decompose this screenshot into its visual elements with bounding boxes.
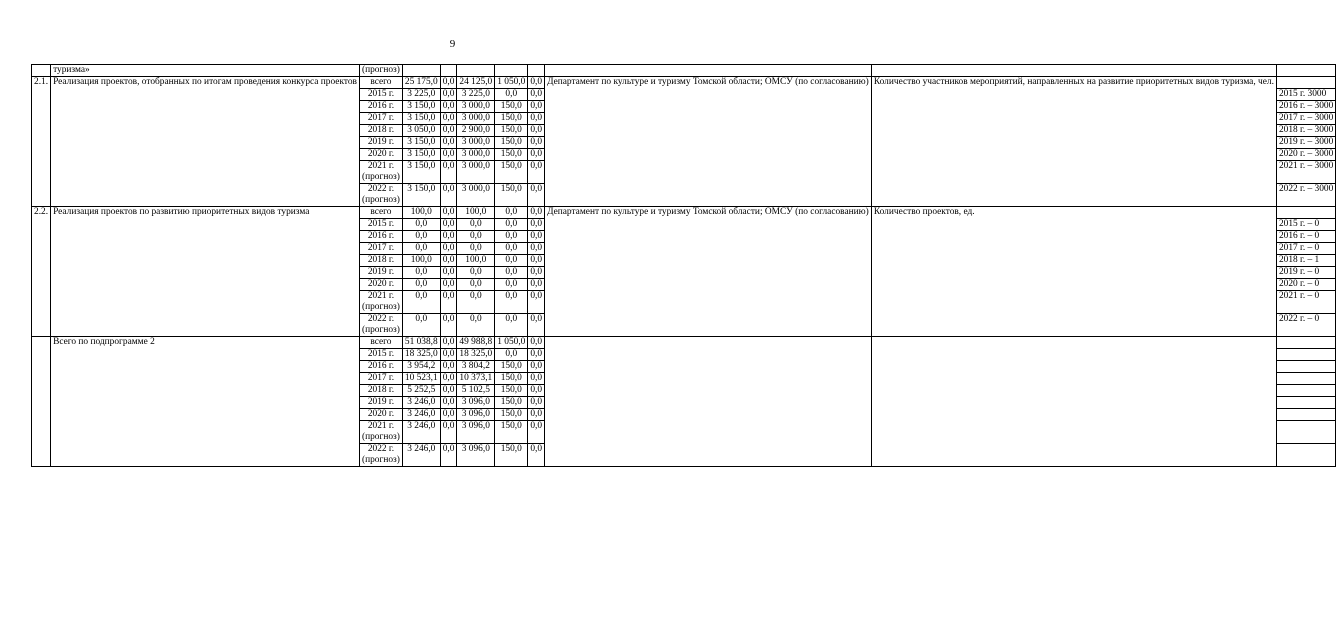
other-amount: 0,0 — [528, 184, 545, 207]
federal-amount: 0,0 — [440, 421, 457, 444]
other-amount: 0,0 — [528, 337, 545, 349]
total-amount: 3 150,0 — [402, 161, 440, 184]
department-cell: Департамент по культуре и туризму Томской области; ОМСУ (по согласованию) — [545, 207, 872, 337]
total-amount: 0,0 — [402, 219, 440, 231]
federal-amount: 0,0 — [440, 89, 457, 101]
other-amount: 0,0 — [528, 243, 545, 255]
year-cell — [359, 137, 402, 149]
federal-amount: 0,0 — [440, 161, 457, 184]
regional-amount: 3 804,2 — [457, 361, 495, 373]
indicator-value: 2015 г. – 0 — [1276, 219, 1335, 231]
year-label: 2015 г. — [367, 219, 395, 229]
other-amount: 0,0 — [528, 231, 545, 243]
regional-amount: 3 000,0 — [457, 113, 495, 125]
regional-amount: 0,0 — [457, 231, 495, 243]
regional-amount: 3 000,0 — [457, 161, 495, 184]
total-amount: 3 246,0 — [402, 444, 440, 467]
year-forecast-label: (прогноз) — [361, 172, 400, 182]
indicator-value — [1276, 385, 1335, 397]
federal-amount: 0,0 — [440, 231, 457, 243]
year-label: 2021 г. — [367, 421, 395, 431]
year-cell — [359, 89, 402, 101]
year-cell — [359, 337, 402, 349]
indicator-cell: Количество проектов, ед. — [871, 207, 1276, 337]
federal-amount: 0,0 — [440, 444, 457, 467]
year-cell — [359, 125, 402, 137]
regional-amount: 3 096,0 — [457, 444, 495, 467]
local-amount: 150,0 — [495, 385, 528, 397]
indicator-value — [1276, 361, 1335, 373]
local-amount: 0,0 — [495, 207, 528, 219]
section-number: 2.1. — [32, 77, 51, 207]
total-amount: 3 246,0 — [402, 409, 440, 421]
indicator-value — [1276, 349, 1335, 361]
total-amount: 3 225,0 — [402, 89, 440, 101]
local-amount: 1 050,0 — [495, 77, 528, 89]
total-amount: 18 325,0 — [402, 349, 440, 361]
other-amount: 0,0 — [528, 279, 545, 291]
total-amount: 3 150,0 — [402, 101, 440, 113]
indicator-value: 2022 г. – 3000 — [1276, 184, 1335, 207]
other-amount: 0,0 — [528, 267, 545, 279]
indicator-value: 2017 г. – 3000 — [1276, 113, 1335, 125]
other-amount: 0,0 — [528, 349, 545, 361]
year-forecast-label: (прогноз) — [361, 432, 400, 442]
federal-amount: 0,0 — [440, 361, 457, 373]
indicator-value: 2020 г. – 3000 — [1276, 149, 1335, 161]
year-forecast-label: (прогноз) — [361, 455, 400, 465]
local-amount: 150,0 — [495, 397, 528, 409]
indicator-value — [1276, 207, 1335, 219]
regional-amount: 2 900,0 — [457, 125, 495, 137]
year-label: 2016 г. — [367, 361, 395, 371]
year-label: 2017 г. — [367, 113, 395, 123]
indicator-value: 2019 г. – 3000 — [1276, 137, 1335, 149]
year-cell — [359, 255, 402, 267]
regional-amount: 24 125,0 — [457, 77, 495, 89]
federal-amount: 0,0 — [440, 113, 457, 125]
total-amount: 10 523,1 — [402, 373, 440, 385]
federal-amount: 0,0 — [440, 184, 457, 207]
other-amount: 0,0 — [528, 207, 545, 219]
indicator-value: 2021 г. – 0 — [1276, 291, 1335, 314]
regional-amount: 18 325,0 — [457, 349, 495, 361]
indicator-value: 2015 г. 3000 — [1276, 89, 1335, 101]
year-cell — [359, 397, 402, 409]
other-amount: 0,0 — [528, 291, 545, 314]
year-cell — [359, 113, 402, 125]
total-amount: 3 050,0 — [402, 125, 440, 137]
year-cell — [359, 184, 402, 207]
year-label: 2020 г. — [367, 279, 395, 289]
indicator-value: 2022 г. – 0 — [1276, 314, 1335, 337]
total-amount: 5 252,5 — [402, 385, 440, 397]
other-amount: 0,0 — [528, 385, 545, 397]
year-label: 2017 г. — [367, 243, 395, 253]
year-cell — [359, 267, 402, 279]
other-amount: 0,0 — [528, 219, 545, 231]
indicator-value — [1276, 373, 1335, 385]
total-amount: 3 150,0 — [402, 137, 440, 149]
indicator-value — [1276, 337, 1335, 349]
total-amount: 3 246,0 — [402, 421, 440, 444]
regional-amount: 49 988,8 — [457, 337, 495, 349]
federal-amount: 0,0 — [440, 101, 457, 113]
regional-amount: 0,0 — [457, 267, 495, 279]
federal-amount: 0,0 — [440, 255, 457, 267]
regional-amount: 10 373,1 — [457, 373, 495, 385]
local-amount: 0,0 — [495, 349, 528, 361]
year-label: 2019 г. — [367, 397, 395, 407]
regional-amount: 0,0 — [457, 219, 495, 231]
year-forecast-label: (прогноз) — [361, 325, 400, 335]
local-amount: 150,0 — [495, 101, 528, 113]
year-label: 2021 г. — [367, 161, 395, 171]
year-cell — [359, 207, 402, 219]
year-cell — [359, 243, 402, 255]
table-row — [32, 337, 1336, 349]
year-label: 2020 г. — [367, 149, 395, 159]
local-amount: 150,0 — [495, 149, 528, 161]
regional-amount: 0,0 — [457, 291, 495, 314]
federal-amount: 0,0 — [440, 279, 457, 291]
federal-amount: 0,0 — [440, 397, 457, 409]
regional-amount: 3 000,0 — [457, 149, 495, 161]
year-cell — [359, 373, 402, 385]
year-label: 2018 г. — [367, 385, 395, 395]
year-label: 2022 г. — [367, 444, 395, 454]
other-amount: 0,0 — [528, 397, 545, 409]
regional-amount: 0,0 — [457, 243, 495, 255]
total-amount: 0,0 — [402, 243, 440, 255]
regional-amount: 0,0 — [457, 279, 495, 291]
regional-amount: 3 096,0 — [457, 421, 495, 444]
regional-amount: 100,0 — [457, 255, 495, 267]
year-label: 2019 г. — [367, 267, 395, 277]
year-label: 2016 г. — [367, 101, 395, 111]
local-amount: 0,0 — [495, 267, 528, 279]
header-continuation-row — [32, 65, 1336, 77]
other-amount: 0,0 — [528, 161, 545, 184]
other-amount: 0,0 — [528, 113, 545, 125]
page-number: 9 — [449, 38, 456, 50]
local-amount: 150,0 — [495, 113, 528, 125]
indicator-value: 2018 г. – 3000 — [1276, 125, 1335, 137]
year-label: 2018 г. — [367, 255, 395, 265]
total-amount: 3 150,0 — [402, 184, 440, 207]
year-cell — [359, 149, 402, 161]
local-amount: 0,0 — [495, 279, 528, 291]
federal-amount: 0,0 — [440, 314, 457, 337]
year-cell — [359, 231, 402, 243]
header-year: (прогноз) — [359, 65, 402, 77]
indicator-value: 2020 г. – 0 — [1276, 279, 1335, 291]
year-cell — [359, 291, 402, 314]
regional-amount: 100,0 — [457, 207, 495, 219]
local-amount: 150,0 — [495, 361, 528, 373]
other-amount: 0,0 — [528, 125, 545, 137]
local-amount: 150,0 — [495, 161, 528, 184]
local-amount: 0,0 — [495, 314, 528, 337]
regional-amount: 3 096,0 — [457, 397, 495, 409]
other-amount: 0,0 — [528, 137, 545, 149]
federal-amount: 0,0 — [440, 77, 457, 89]
federal-amount: 0,0 — [440, 385, 457, 397]
year-label: 2020 г. — [367, 409, 395, 419]
indicator-value: 2016 г. – 0 — [1276, 231, 1335, 243]
total-amount: 3 954,2 — [402, 361, 440, 373]
section-name: Реализация проектов, отобранных по итогам проведения конкурса проектов — [51, 77, 360, 207]
year-cell — [359, 421, 402, 444]
other-amount: 0,0 — [528, 77, 545, 89]
year-label: 2015 г. — [367, 349, 395, 359]
local-amount: 150,0 — [495, 184, 528, 207]
total-amount: 25 175,0 — [402, 77, 440, 89]
federal-amount: 0,0 — [440, 149, 457, 161]
section-name: Всего по подпрограмме 2 — [51, 337, 360, 467]
year-label: 2016 г. — [367, 231, 395, 241]
other-amount: 0,0 — [528, 89, 545, 101]
total-amount: 3 246,0 — [402, 397, 440, 409]
year-label: всего — [370, 77, 392, 87]
year-cell — [359, 314, 402, 337]
year-cell — [359, 279, 402, 291]
year-cell — [359, 361, 402, 373]
other-amount: 0,0 — [528, 361, 545, 373]
table-row — [32, 207, 1336, 219]
indicator-value: 2019 г. – 0 — [1276, 267, 1335, 279]
indicator-cell: Количество участников мероприятий, направленных на развитие приоритетных видов туризма, чел. — [871, 77, 1276, 207]
indicator-value — [1276, 397, 1335, 409]
local-amount: 0,0 — [495, 89, 528, 101]
local-amount: 150,0 — [495, 373, 528, 385]
federal-amount: 0,0 — [440, 291, 457, 314]
total-amount: 0,0 — [402, 279, 440, 291]
federal-amount: 0,0 — [440, 337, 457, 349]
indicator-value: 2016 г. – 3000 — [1276, 101, 1335, 113]
program-table — [31, 64, 1336, 467]
other-amount: 0,0 — [528, 314, 545, 337]
other-amount: 0,0 — [528, 149, 545, 161]
indicator-value: 2017 г. – 0 — [1276, 243, 1335, 255]
regional-amount: 3 225,0 — [457, 89, 495, 101]
regional-amount: 0,0 — [457, 314, 495, 337]
year-cell — [359, 349, 402, 361]
year-cell — [359, 101, 402, 113]
regional-amount: 3 000,0 — [457, 137, 495, 149]
local-amount: 150,0 — [495, 137, 528, 149]
indicator-cell — [871, 337, 1276, 467]
other-amount: 0,0 — [528, 101, 545, 113]
total-amount: 0,0 — [402, 231, 440, 243]
federal-amount: 0,0 — [440, 125, 457, 137]
total-amount: 0,0 — [402, 291, 440, 314]
year-forecast-label: (прогноз) — [361, 195, 400, 205]
total-amount: 100,0 — [402, 255, 440, 267]
local-amount: 1 050,0 — [495, 337, 528, 349]
year-forecast-label: (прогноз) — [361, 302, 400, 312]
indicator-value — [1276, 421, 1335, 444]
local-amount: 150,0 — [495, 421, 528, 444]
department-cell — [545, 337, 872, 467]
federal-amount: 0,0 — [440, 219, 457, 231]
section-number: 2.2. — [32, 207, 51, 337]
year-cell — [359, 444, 402, 467]
header-name: туризма» — [51, 65, 360, 77]
year-cell — [359, 219, 402, 231]
year-label: 2018 г. — [367, 125, 395, 135]
federal-amount: 0,0 — [440, 373, 457, 385]
federal-amount: 0,0 — [440, 267, 457, 279]
total-amount: 3 150,0 — [402, 113, 440, 125]
year-label: 2022 г. — [367, 314, 395, 324]
federal-amount: 0,0 — [440, 137, 457, 149]
year-label: всего — [370, 337, 392, 347]
federal-amount: 0,0 — [440, 207, 457, 219]
other-amount: 0,0 — [528, 444, 545, 467]
local-amount: 150,0 — [495, 444, 528, 467]
section-name: Реализация проектов по развитию приоритетных видов туризма — [51, 207, 360, 337]
regional-amount: 3 096,0 — [457, 409, 495, 421]
local-amount: 0,0 — [495, 231, 528, 243]
year-label: 2019 г. — [367, 137, 395, 147]
indicator-value — [1276, 77, 1335, 89]
local-amount: 150,0 — [495, 125, 528, 137]
total-amount: 0,0 — [402, 267, 440, 279]
year-cell — [359, 385, 402, 397]
local-amount: 0,0 — [495, 291, 528, 314]
other-amount: 0,0 — [528, 255, 545, 267]
federal-amount: 0,0 — [440, 409, 457, 421]
year-cell — [359, 161, 402, 184]
year-label: 2022 г. — [367, 184, 395, 194]
indicator-value — [1276, 409, 1335, 421]
federal-amount: 0,0 — [440, 349, 457, 361]
local-amount: 0,0 — [495, 219, 528, 231]
year-cell — [359, 409, 402, 421]
regional-amount: 3 000,0 — [457, 184, 495, 207]
other-amount: 0,0 — [528, 373, 545, 385]
indicator-value — [1276, 444, 1335, 467]
other-amount: 0,0 — [528, 421, 545, 444]
year-label: 2015 г. — [367, 89, 395, 99]
local-amount: 0,0 — [495, 243, 528, 255]
year-label: 2017 г. — [367, 373, 395, 383]
local-amount: 0,0 — [495, 255, 528, 267]
year-label: 2021 г. — [367, 291, 395, 301]
total-amount: 3 150,0 — [402, 149, 440, 161]
department-cell: Департамент по культуре и туризму Томской области; ОМСУ (по согласованию) — [545, 77, 872, 207]
year-label: всего — [370, 207, 392, 217]
table-row — [32, 77, 1336, 89]
section-number — [32, 337, 51, 467]
total-amount: 100,0 — [402, 207, 440, 219]
indicator-value: 2021 г. – 3000 — [1276, 161, 1335, 184]
total-amount: 51 038,8 — [402, 337, 440, 349]
other-amount: 0,0 — [528, 409, 545, 421]
local-amount: 150,0 — [495, 409, 528, 421]
federal-amount: 0,0 — [440, 243, 457, 255]
regional-amount: 5 102,5 — [457, 385, 495, 397]
total-amount: 0,0 — [402, 314, 440, 337]
year-cell — [359, 77, 402, 89]
indicator-value: 2018 г. – 1 — [1276, 255, 1335, 267]
regional-amount: 3 000,0 — [457, 101, 495, 113]
